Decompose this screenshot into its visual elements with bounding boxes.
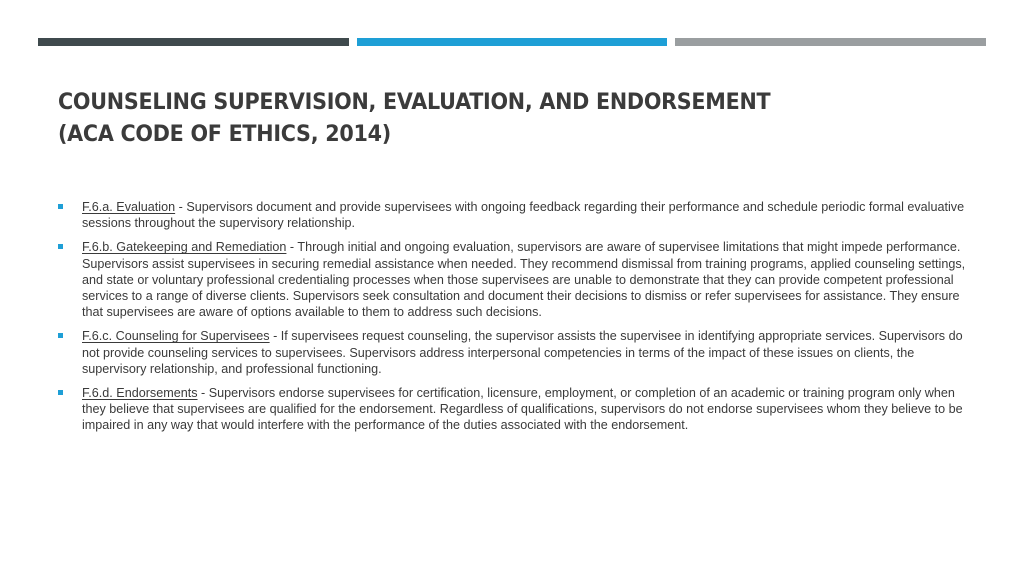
bullet-text: - Through initial and ongoing evaluation, supervisors are aware of supervisee limitations that might impede performance. Supervisors assist supervisees in securing remedial assistance when needed. They recommend dismissal from training programs, applied counseling settings, and state or voluntary professional credentialing processes when those supervisees are unable to demonstrate that they can provide competent professional services to a range of diverse clients. Supervisors seek consultation and document their decisions to dismiss or refer supervisees for assistance. They ensure that supervisees are aware of options available to them to address such decisions. <box>82 240 966 320</box>
bullet-text: - If supervisees request counseling, the supervisor assists the supervisee in identifying appropriate services. Supervisors do not provide counseling services to supervisees. Supervisors address interpersonal competencies in terms of the impact of these issues on clients, the supervisory relationship, and professional functioning. <box>82 329 963 376</box>
bullet-item-evaluation <box>58 199 973 231</box>
bullet-list <box>58 199 973 442</box>
bullet-heading: F.6.b. Gatekeeping and Remediation <box>82 240 287 255</box>
square-bullet-icon <box>58 333 63 338</box>
slide-title-line-2: (ACA CODE OF ETHICS, 2014) <box>58 121 391 147</box>
accent-bar-dark <box>38 38 349 46</box>
bullet-item-counseling <box>58 328 973 377</box>
slide-title <box>58 86 904 150</box>
slide-title-line-1: COUNSELING SUPERVISION, EVALUATION, AND ENDORSEMENT <box>58 89 771 115</box>
bullet-text: - Supervisors document and provide supervisees with ongoing feedback regarding their performance and schedule periodic formal evaluative sessions throughout the supervisory relationship. <box>82 200 965 231</box>
square-bullet-icon <box>58 204 63 209</box>
accent-bar-gray <box>675 38 986 46</box>
bullet-text: - Supervisors endorse supervisees for certification, licensure, employment, or completion of an academic or training program only when they believe that supervisees are qualified for the endorsement. Regardless of qualifications, supervisors do not endorse supervisees whom they believe to be impaired in any way that would interfere with the performance of the duties associated with the endorsement. <box>82 386 963 433</box>
accent-bar-blue <box>357 38 668 46</box>
header-accent-bars <box>38 38 986 46</box>
bullet-heading: F.6.c. Counseling for Supervisees <box>82 329 270 344</box>
square-bullet-icon <box>58 390 63 395</box>
square-bullet-icon <box>58 244 63 249</box>
bullet-item-gatekeeping <box>58 239 973 320</box>
bullet-heading: F.6.d. Endorsements <box>82 386 198 401</box>
bullet-item-endorsements <box>58 385 973 434</box>
bullet-heading: F.6.a. Evaluation <box>82 200 176 214</box>
